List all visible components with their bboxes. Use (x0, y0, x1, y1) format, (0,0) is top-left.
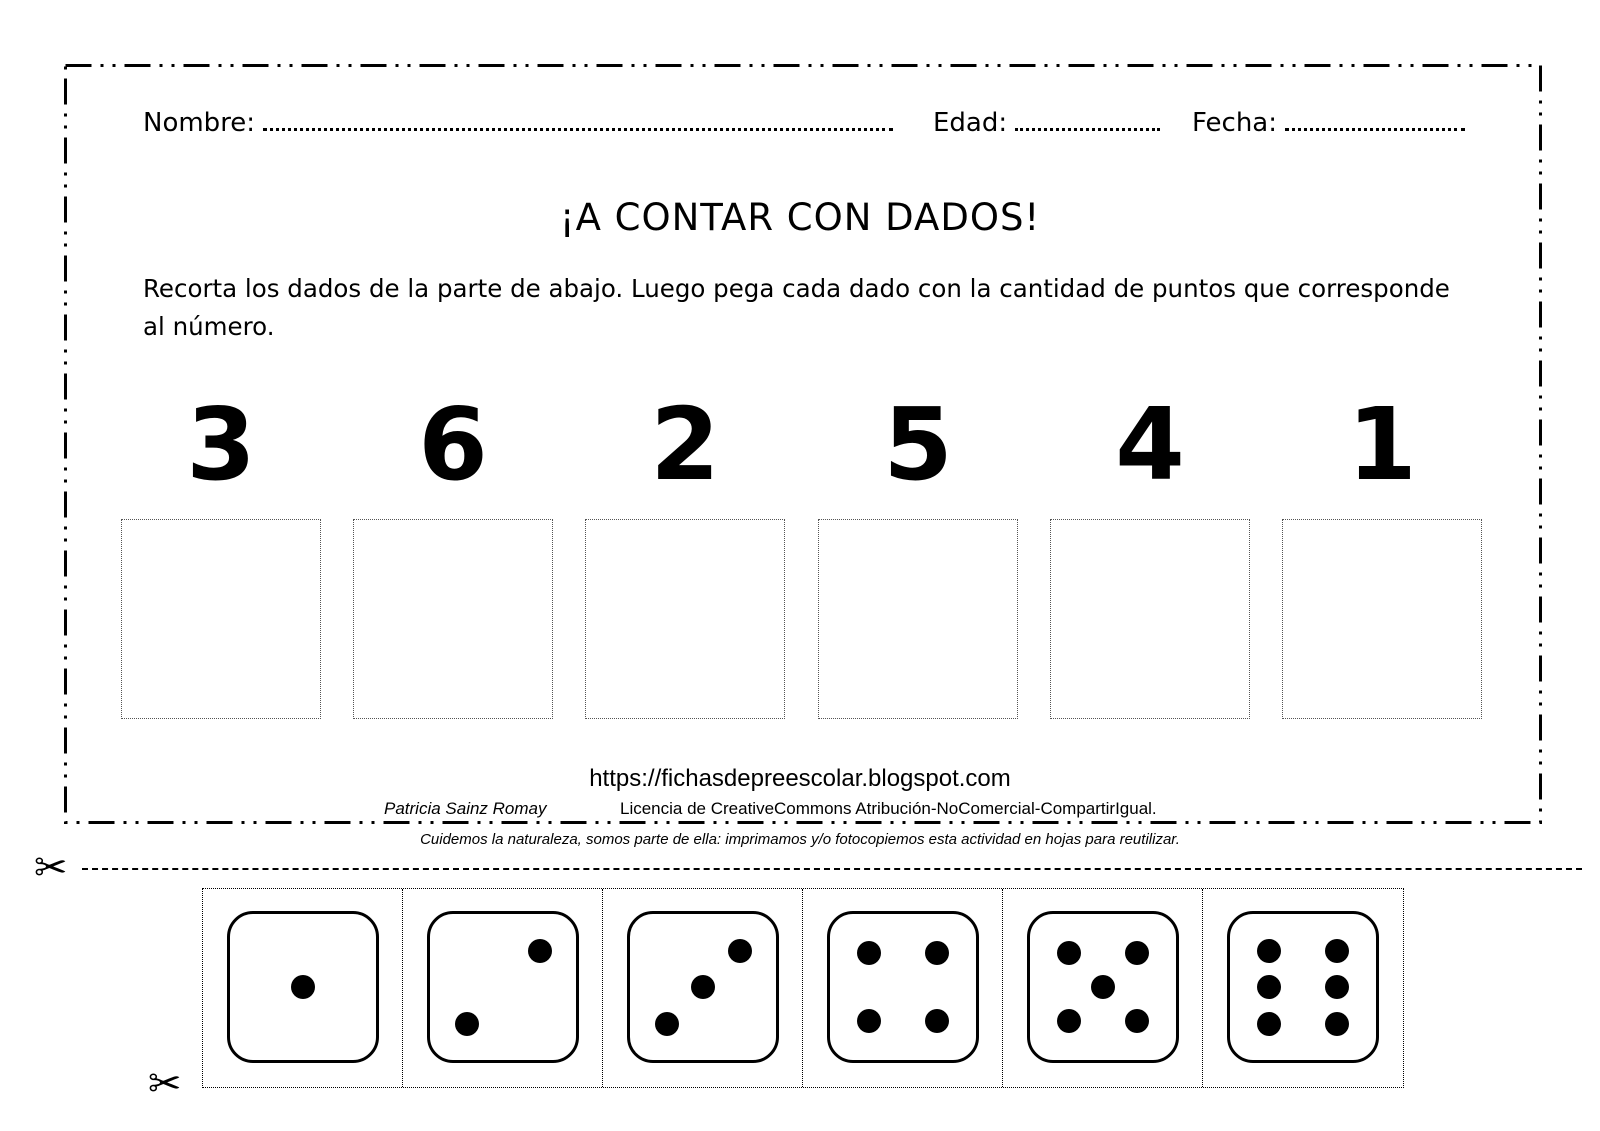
instructions-text: Recorta los dados de la parte de abajo. Luego pega cada dado con la cantidad de puntos que corresponde al número. (143, 274, 1450, 341)
scissors-icon: ✂ (148, 1061, 182, 1107)
die-pip (925, 1009, 949, 1033)
die-face[interactable] (1227, 911, 1379, 1063)
environment-note: Cuidemos la naturaleza, somos parte de ella: imprimamos y/o fotocopiemos esta actividad en hojas para reutilizar. (420, 831, 1180, 848)
die-pip (1057, 941, 1081, 965)
die-pip (1257, 1012, 1281, 1036)
paste-box-5[interactable] (1050, 519, 1250, 719)
license-text: Licencia de CreativeCommons Atribución-NoComercial-CompartirIgual. (620, 799, 1157, 818)
date-label: Fecha: (1192, 108, 1277, 138)
age-label: Edad: (933, 108, 1008, 138)
die-pip (1325, 939, 1349, 963)
die-pip (1325, 975, 1349, 999)
dice-cell[interactable] (1203, 889, 1403, 1087)
date-dotted-line[interactable] (1285, 110, 1465, 131)
age-dotted-line[interactable] (1015, 110, 1160, 131)
die-pip (1325, 1012, 1349, 1036)
dice-cutout-strip (202, 888, 1404, 1088)
die-pip (728, 939, 752, 963)
scissors-icon: ✂ (34, 845, 68, 891)
worksheet-title: ¡A CONTAR CON DADOS! (559, 196, 1041, 239)
die-pip (655, 1012, 679, 1036)
die-pip (857, 1009, 881, 1033)
cut-line (82, 868, 1582, 870)
paste-box-1[interactable] (121, 519, 321, 719)
dice-cell[interactable] (403, 889, 603, 1087)
die-pip (1091, 975, 1115, 999)
die-pip (1125, 1009, 1149, 1033)
target-number-6: 1 (1347, 386, 1417, 503)
date-field[interactable] (1192, 108, 1465, 138)
die-pip (1257, 939, 1281, 963)
die-face[interactable] (627, 911, 779, 1063)
die-pip (1057, 1009, 1081, 1033)
name-dotted-line[interactable] (263, 110, 893, 131)
target-number-3: 2 (650, 386, 720, 503)
name-label: Nombre: (143, 108, 256, 138)
dice-cell[interactable] (803, 889, 1003, 1087)
paste-box-3[interactable] (585, 519, 785, 719)
die-face[interactable] (427, 911, 579, 1063)
die-face[interactable] (1027, 911, 1179, 1063)
die-pip (1257, 975, 1281, 999)
name-field[interactable] (143, 108, 893, 138)
age-field[interactable] (933, 108, 1160, 138)
dice-cell[interactable] (203, 889, 403, 1087)
die-pip (1125, 941, 1149, 965)
die-pip (691, 975, 715, 999)
dice-cell[interactable] (603, 889, 803, 1087)
die-pip (857, 941, 881, 965)
paste-box-2[interactable] (353, 519, 553, 719)
target-number-4: 5 (883, 386, 953, 503)
dice-cell[interactable] (1003, 889, 1203, 1087)
paste-box-4[interactable] (818, 519, 1018, 719)
target-number-5: 4 (1115, 386, 1185, 503)
die-face[interactable] (227, 911, 379, 1063)
die-pip (528, 939, 552, 963)
die-pip (925, 941, 949, 965)
author-name: Patricia Sainz Romay (384, 799, 547, 818)
target-number-2: 6 (418, 386, 488, 503)
blog-url: https://fichasdepreescolar.blogspot.com (589, 765, 1011, 792)
paste-box-6[interactable] (1282, 519, 1482, 719)
die-pip (455, 1012, 479, 1036)
die-pip (291, 975, 315, 999)
die-face[interactable] (827, 911, 979, 1063)
target-number-1: 3 (186, 386, 256, 503)
